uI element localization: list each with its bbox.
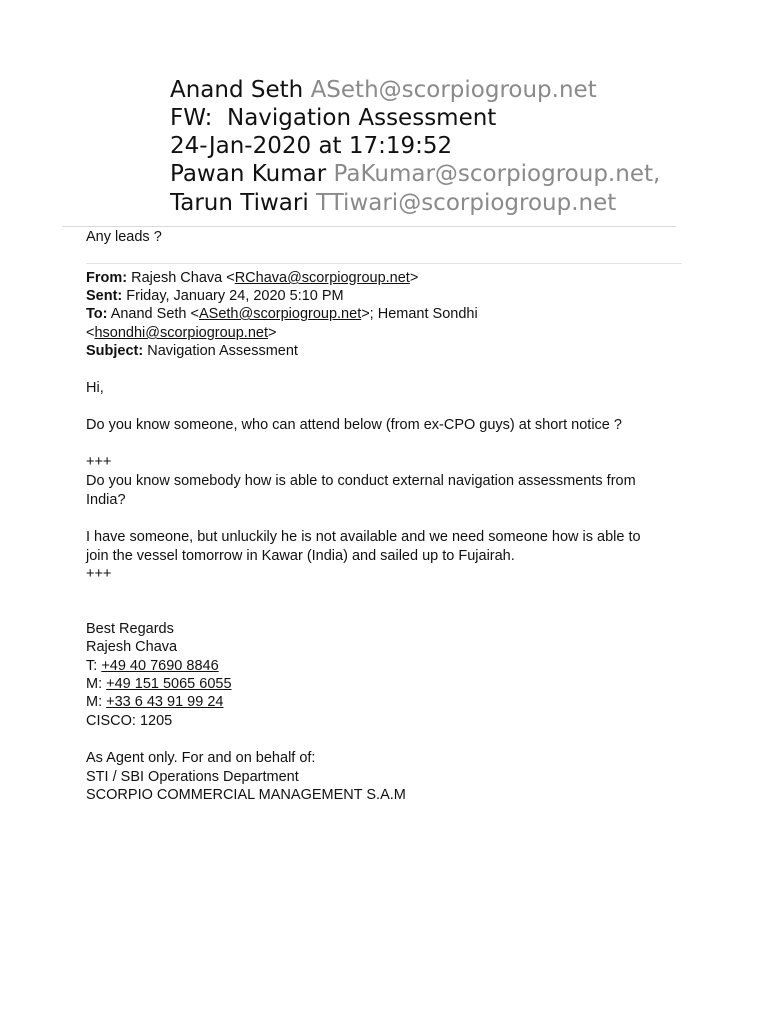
forward-sent-value: Friday, January 24, 2020 5:10 PM <box>122 288 344 304</box>
signature-phone-m2-label: M: <box>86 694 107 710</box>
forward-to-line2-post: > <box>268 325 277 341</box>
forward-to-line-2 <box>86 324 276 342</box>
header-from-name[interactable]: Anand Seth <box>170 77 304 103</box>
forward-divider <box>86 263 682 264</box>
forward-to-mid: >; Hemant Sondhi <box>361 306 478 322</box>
signature-company: SCORPIO COMMERCIAL MANAGEMENT S.A.M <box>86 787 406 803</box>
forward-sent-label: Sent: <box>86 288 123 304</box>
signature-phone-t <box>86 657 219 675</box>
body-marker-close: +++ <box>86 566 112 582</box>
signature-phone-m1-link[interactable]: +49 151 5065 6055 <box>106 676 232 692</box>
body-quote-line-3: I have someone, but unluckily he is not available and we need someone how is able to <box>86 529 641 545</box>
header-from-email[interactable]: ASeth@scorpiogroup.net <box>310 77 597 103</box>
forward-sent-line <box>86 287 344 305</box>
signature-agent: As Agent only. For and on behalf of: <box>86 750 316 766</box>
signature-name: Rajesh Chava <box>86 639 178 655</box>
forward-from-pre: Rajesh Chava < <box>127 270 235 286</box>
body-greeting: Hi, <box>86 380 104 396</box>
signature-phone-m1 <box>86 675 232 693</box>
forward-to-line <box>86 305 478 323</box>
body-question: Do you know someone, who can attend below (from ex-CPO guys) at short notice ? <box>86 417 622 433</box>
signature-phone-t-link[interactable]: +49 40 7690 8846 <box>101 658 219 674</box>
body-marker-open: +++ <box>86 454 112 470</box>
signature-phone-m2-link[interactable]: +33 6 43 91 99 24 <box>106 694 224 710</box>
header-subject-value: FW: Navigation Assessment <box>170 105 497 131</box>
forward-to-email-link-1[interactable]: ASeth@scorpiogroup.net <box>198 306 362 322</box>
header-to-1-name[interactable]: Pawan Kumar <box>170 161 327 187</box>
forward-subject-label: Subject: <box>86 343 144 359</box>
header-to-2-name[interactable]: Tarun Tiwari <box>170 190 309 216</box>
signature-cisco: CISCO: 1205 <box>86 713 173 729</box>
body-quote-line-1: Do you know somebody how is able to conduct external navigation assessments from <box>86 473 636 489</box>
signature-regards: Best Regards <box>86 621 174 637</box>
forward-to-line2-pre: < <box>86 325 95 341</box>
header-to-1-email[interactable]: PaKumar@scorpiogroup.net, <box>333 161 661 187</box>
body-quote-line-2: India? <box>86 492 126 508</box>
body-quote-line-4: join the vessel tomorrow in Kawar (India) and sailed up to Fujairah. <box>86 548 515 564</box>
signature-phone-t-label: T: <box>86 658 102 674</box>
header-divider <box>62 226 676 227</box>
header-date-value: 24-Jan-2020 at 17:19:52 <box>170 133 453 159</box>
signature-phone-m2 <box>86 693 223 711</box>
forward-to-pre: Anand Seth < <box>107 306 199 322</box>
forward-from-line <box>86 269 418 287</box>
forward-to-label: To: <box>86 306 108 322</box>
signature-dept: STI / SBI Operations Department <box>86 769 299 785</box>
signature-phone-m1-label: M: <box>86 676 107 692</box>
body-intro: Any leads ? <box>86 229 162 245</box>
forward-from-label: From: <box>86 270 128 286</box>
forward-from-email-link[interactable]: RChava@scorpiogroup.net <box>234 270 410 286</box>
forward-subject-value: Navigation Assessment <box>143 343 298 359</box>
forward-from-post: > <box>409 270 419 286</box>
header-to-2-email[interactable]: TTiwari@scorpiogroup.net <box>316 190 617 216</box>
forward-subject-line <box>86 342 298 360</box>
forward-to-email-link-2[interactable]: hsondhi@scorpiogroup.net <box>94 325 268 341</box>
